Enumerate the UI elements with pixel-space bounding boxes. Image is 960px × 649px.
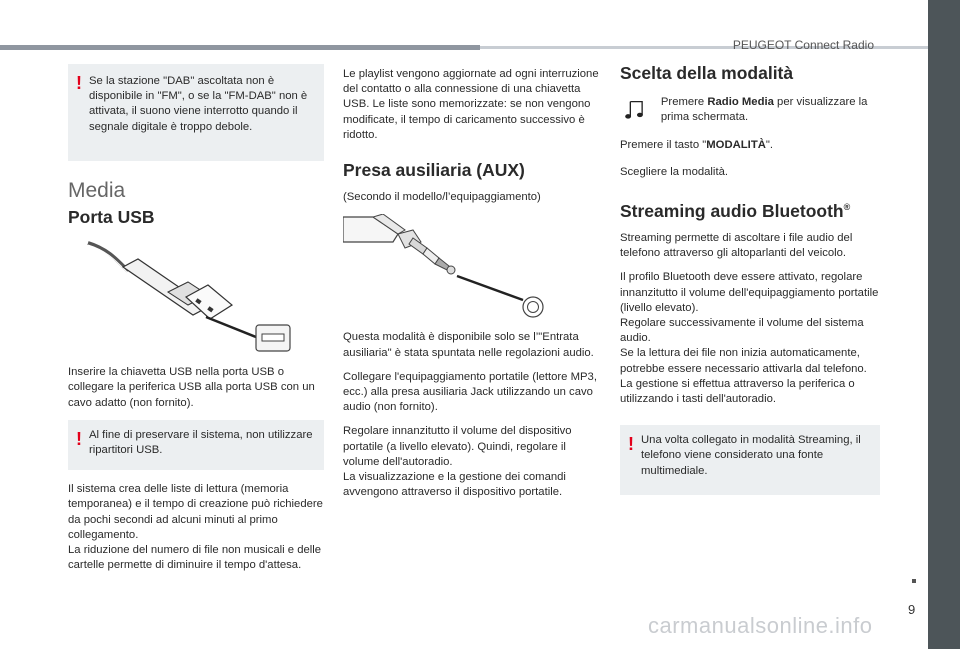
section-title-media: Media: [68, 178, 126, 202]
aux-paragraph-3-text: Regolare innanzitutto il volume del dispositivo portatile (a livello elevato). Quindi, regolare il volume dell'autoradio.: [343, 425, 572, 468]
bt-paragraph-2-text: Il profilo Bluetooth deve essere attivato, regolare innanzitutto il volume dell'equipaggiamento portatile (livello elevato).: [620, 271, 879, 314]
column-3: [620, 63, 880, 495]
mode-press-text-a: Premere: [660, 96, 708, 109]
note-bluetooth: [620, 425, 880, 495]
continue-marker: [912, 579, 916, 583]
header-title: PEUGEOT Connect Radio: [732, 38, 874, 52]
heading-aux: Presa ausiliaria (AUX): [343, 160, 525, 181]
usb-plug-illustration: [68, 237, 324, 353]
mode-press-text-b: per visualizzare la prima schermata.: [660, 96, 868, 124]
mode-key-text-b: ".: [765, 138, 774, 151]
registered-mark: ®: [843, 202, 851, 213]
note-dab-text: Se la stazione "DAB" ascoltata non è disponibile in "FM", o se la "FM-DAB" non è attivata, il suono viene interrotto quando il segnale digitale è troppo debole.: [89, 75, 308, 133]
heading-bluetooth-streaming: [620, 200, 880, 219]
music-note-icon: [620, 95, 657, 123]
bt-paragraph-2: [620, 270, 880, 407]
watermark: carmanualsonline.info: [648, 613, 873, 638]
bt-paragraph-1: Streaming permette di ascoltare i file audio del telefono attraverso gli altoparlanti del veicolo.: [620, 232, 853, 260]
mode-key-text-a: Premere il tasto ": [620, 138, 707, 151]
page-number: 9: [908, 602, 916, 617]
usb-paragraph-1: Inserire la chiavetta USB nella porta USB o collegare la periferica USB alla porta USB con un cavo adatto (non fornito).: [68, 366, 315, 409]
aux-equipment-note: (Secondo il modello/l’equipaggiamento): [343, 191, 541, 204]
usb-paragraph-3-text: La riduzione del numero di file non musicali e delle cartelle permette di diminuire il tempo d'attesa.: [68, 544, 322, 572]
bt-paragraph-5-text: La gestione si effettua attraverso la periferica o utilizzando i tasti dell'autoradio.: [620, 377, 855, 406]
heading-mode-selection: Scelta della modalità: [620, 63, 794, 83]
radio-media-label: Radio Media: [707, 96, 774, 109]
bt-paragraph-3-text: Regolare successivamente il volume del sistema audio.: [620, 317, 864, 345]
side-strip: [928, 0, 960, 649]
mode-press-row: [620, 95, 880, 125]
usb-paragraph-2-text: Il sistema crea delle liste di lettura (memoria temporanea) e il tempo di creazione può richiedere da pochi secondi ad alcuni minuti al primo collegamento.: [68, 483, 323, 541]
aux-paragraph-1: Questa modalità è disponibile solo se l’"Entrata ausiliaria" è stata spuntata nelle regolazioni audio.: [343, 331, 594, 359]
bt-paragraph-4-text: Se la lettura dei file non inizia automaticamente, potrebbe essere necessario attivarla dal telefono.: [620, 347, 867, 375]
mode-press-text: [661, 95, 880, 125]
modalita-key-label: MODALITÀ: [706, 138, 766, 151]
mode-choose-paragraph: Scegliere la modalità.: [620, 165, 729, 178]
usb-paragraph-2: [68, 482, 324, 573]
warning-icon: !: [76, 428, 82, 449]
bt-title-text: Streaming audio Bluetooth: [620, 200, 844, 221]
aux-paragraph-3: [343, 424, 601, 500]
note-dab: [68, 64, 324, 161]
warning-icon: !: [76, 73, 82, 93]
column-1: [68, 64, 324, 573]
jack-plug-illustration: [343, 214, 601, 324]
warning-icon: !: [628, 434, 634, 455]
aux-paragraph-4-text: La visualizzazione e la gestione dei comandi avvengono attraverso il dispositivo portatile.: [343, 471, 566, 499]
note-bluetooth-text: Una volta collegato in modalità Streaming, il telefono viene considerato una fonte multimediale.: [641, 434, 861, 477]
mode-key-paragraph: [620, 138, 880, 153]
note-usb-text: Al fine di preservare il sistema, non utilizzare ripartitori USB.: [89, 428, 313, 457]
column-2: [343, 67, 601, 500]
heading-usb: Porta USB: [68, 207, 155, 228]
aux-paragraph-2: Collegare l'equipaggiamento portatile (lettore MP3, ecc.) alla presa ausiliaria Jack utilizzando un cavo audio (non fornito).: [343, 370, 597, 414]
playlist-paragraph: Le playlist vengono aggiornate ad ogni interruzione del contatto o alla connessione di una chiavetta USB. Le liste sono memorizzate: se non vengono modificate, il tempo di caricamento successivo è ridotto.: [343, 68, 599, 141]
note-usb: [68, 420, 324, 470]
header-rule-dark: [0, 45, 480, 50]
